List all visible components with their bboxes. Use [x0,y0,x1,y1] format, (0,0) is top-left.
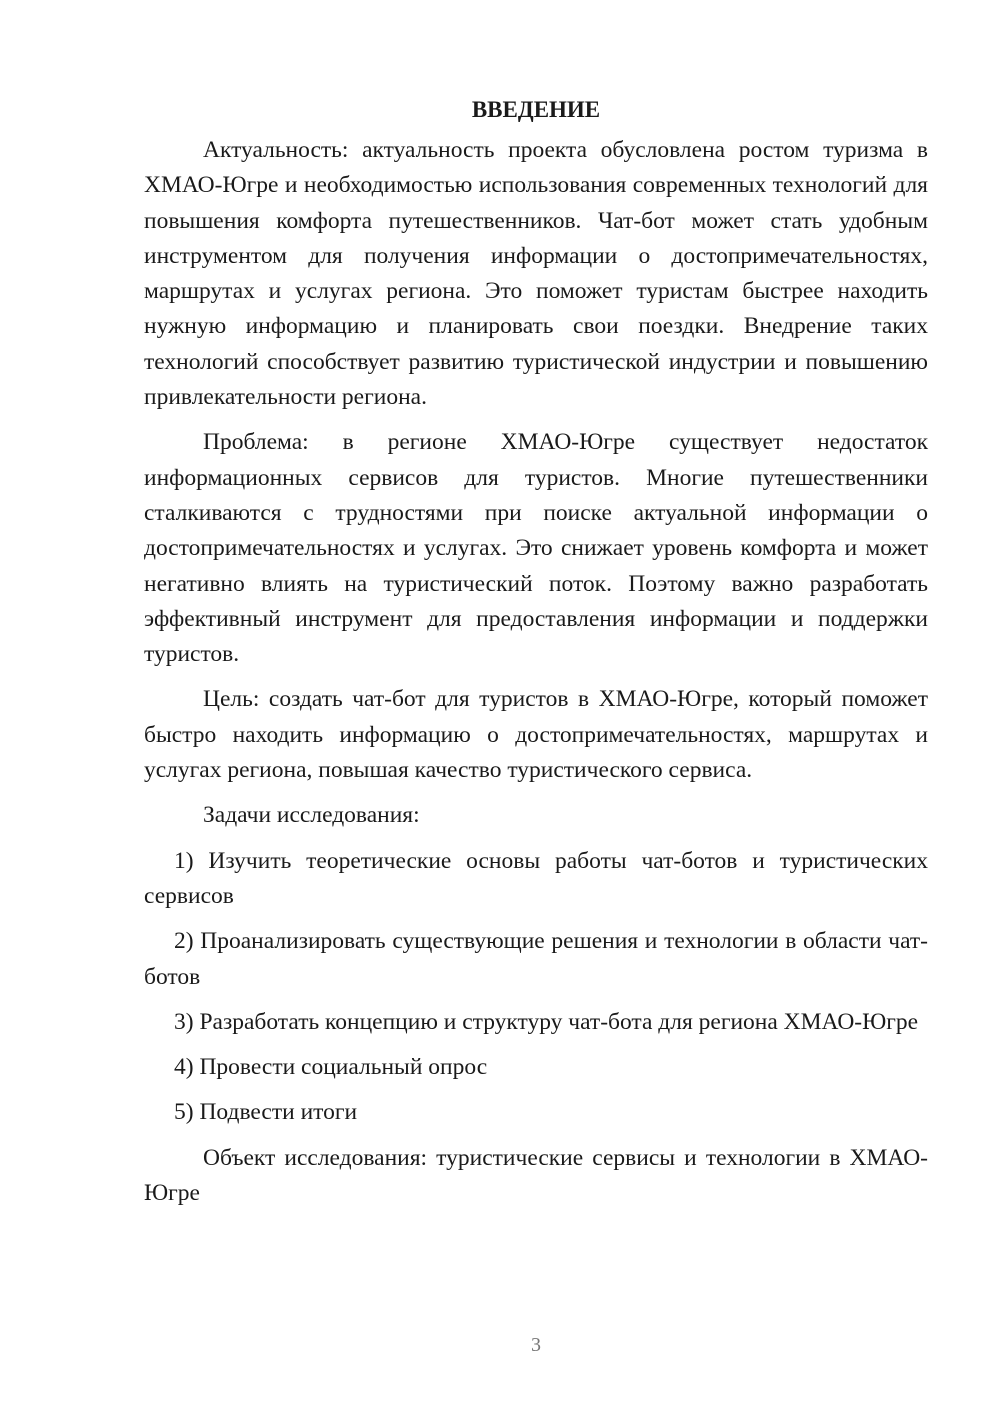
paragraph-problem: Проблема: в регионе ХМАО-Югре существует недостаток информационных сервисов для туристов. Многие путешественники сталкиваются с трудностями при поиске актуальной информации о достопримечательностях и услугах. Это снижает уровень комфорта и может негативно влиять на туристический поток. Поэтому важно разработать эффективный инструмент для предоставления информации и поддержки туристов. [144,429,928,668]
document-page [144,92,928,1221]
tasks-heading: Задачи исследования: [203,802,420,829]
page-number: 3 [531,1334,541,1356]
paragraph-actuality: Актуальность: актуальность проекта обусловлена ростом туризма в ХМАО-Югре и необходимостью использования современных технологий для повышения комфорта путешественников. Чат-бот может стать удобным инструментом для получения информации о достопримечательностях, маршрутах и услугах региона. Это поможет туристам быстрее находить нужную информацию и планировать свои поездки. Внедрение таких технологий способствует развитию туристической индустрии и повышению привлекательности региона. [144,137,928,411]
section-heading: ВВЕДЕНИЕ [471,97,601,122]
paragraph-object: Объект исследования: туристические сервисы и технологии в ХМАО-Югре [144,1144,928,1207]
task-item: 3) Разработать концепцию и структуру чат-бота для региона ХМАО-Югре [174,1008,919,1035]
task-item: 4) Провести социальный опрос [174,1054,488,1081]
task-item: 2) Проанализировать существующие решения и технологии в области чат-ботов [144,928,928,990]
task-item: 1) Изучить теоретические основы работы чат-ботов и туристических сервисов [144,847,928,909]
paragraph-goal: Цель: создать чат-бот для туристов в ХМАО-Югре, который поможет быстро находить информацию о достопримечательностях, маршрутах и услугах региона, повышая качество туристического сервиса. [144,686,928,784]
task-item: 5) Подвести итоги [174,1099,358,1126]
